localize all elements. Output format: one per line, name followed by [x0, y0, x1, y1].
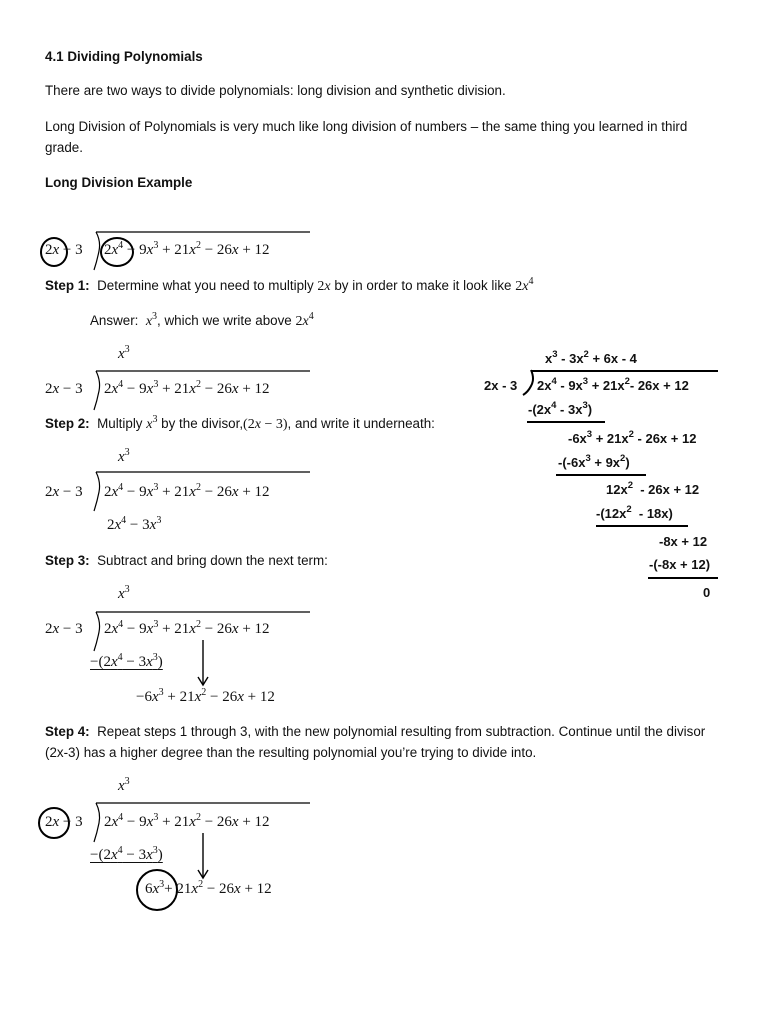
dividend-expression: $2x^4 - 9x^3 + 21x^2 - 26x + 12$	[104, 379, 270, 397]
worked-bracket	[520, 368, 536, 398]
intro-paragraph: Long Division of Polynomials is very much like long division of numbers – the same thing you learned in third grade.	[45, 119, 688, 155]
subtraction-expression: $-(2x^4 - 3x^3)$	[90, 845, 163, 863]
worked-rule-4	[648, 577, 718, 579]
step-1-answer: Answer: $x^3$, which we write above $2x^4$	[90, 311, 314, 329]
worked-rule-3	[596, 525, 688, 527]
bring-down-arrow	[196, 638, 210, 688]
quotient-term: $x^3$	[118, 344, 130, 362]
worked-rule-1	[527, 421, 605, 423]
subtraction-expression: $-(2x^4 - 3x^3)$	[90, 652, 163, 670]
worked-subtraction-2: $-(-6x^3 + 9x^2)$	[558, 453, 630, 470]
bring-down-arrow	[196, 831, 210, 881]
dividend-expression: $2x^4 - 9x^3 + 21x^2 - 26x + 12$	[104, 240, 270, 258]
divisor-expression: 2x − 3	[45, 381, 83, 397]
worked-remainder-1: $-6x^3 + 21x^2 - 26x + 12$	[568, 429, 697, 446]
quotient-term: $x^3$	[118, 776, 130, 794]
divisor-expression: 2x − 3	[45, 242, 83, 258]
divisor-expression: 2x − 3	[45, 814, 83, 830]
dividend-expression: $2x^4 - 9x^3 + 21x^2 - 26x + 12$	[104, 482, 270, 500]
worked-remainder-3: -8x + 12	[659, 534, 708, 549]
divisor-expression: 2x − 3	[45, 621, 83, 637]
worked-subtraction-3: $-(12x^2 - 18x)$	[596, 504, 673, 521]
step-3: Step 3: Subtract and bring down the next term:	[45, 553, 328, 568]
step-4: Step 4: Repeat steps 1 through 3, with the new polynomial resulting from subtraction. Continue until the divisor (2x-3) has a higher degree than the resulting polynomial you’re trying to divide into.	[45, 724, 706, 760]
example-heading: Long Division Example	[45, 175, 193, 190]
worked-quotient: $x^3 - 3x^2 + 6x - 4$	[545, 349, 637, 366]
intro-line: There are two ways to divide polynomials: long division and synthetic division.	[45, 83, 506, 98]
dividend-expression: $2x^4 - 9x^3 + 21x^2 - 26x + 12$	[104, 619, 270, 637]
worked-rule-2	[556, 474, 646, 476]
worked-divisor: 2x - 3	[484, 378, 518, 393]
product-expression: $2x^4 - 3x^3$	[107, 515, 162, 533]
worked-subtraction-1: $-(2x^4 - 3x^3)$	[528, 400, 593, 417]
quotient-term: $x^3$	[118, 584, 130, 602]
remainder-expression: $6x^3+ 21x^2 - 26x + 12$	[145, 879, 272, 897]
step-1: Step 1: Determine what you need to multiply 2x by in order to make it look like $2x^4$	[45, 276, 534, 294]
divisor-expression: 2x − 3	[45, 484, 83, 500]
worked-final-remainder: 0	[703, 585, 711, 600]
remainder-expression: $-6x^3 + 21x^2 - 26x + 12$	[136, 687, 275, 705]
step-2: Step 2: Multiply $x^3$ by the divisor,(2x − 3), and write it underneath:	[45, 414, 435, 432]
worked-remainder-2: $12x^2 - 26x + 12$	[606, 480, 700, 497]
dividend-expression: $2x^4 - 9x^3 + 21x^2 - 26x + 12$	[104, 812, 270, 830]
worked-dividend: $2x^4 - 9x^3 + 21x^2-$ 26x + 12	[537, 376, 689, 393]
worked-vinculum	[532, 370, 718, 372]
worked-subtraction-4: -(-8x + 12)	[649, 557, 711, 572]
page-title: 4.1 Dividing Polynomials	[45, 49, 203, 64]
quotient-term: $x^3$	[118, 447, 130, 465]
